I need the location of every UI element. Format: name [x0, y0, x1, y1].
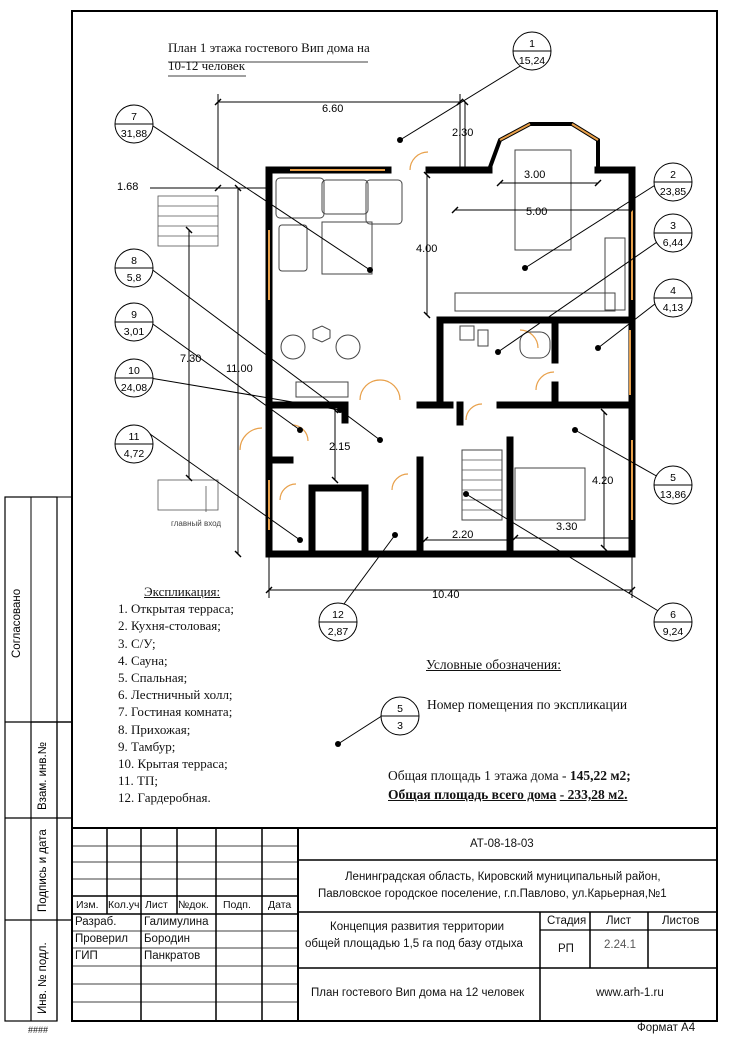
sheet-frame: [5, 11, 717, 1021]
total-area-label: Общая площадь всего дома: [388, 787, 557, 802]
room-5-area: 13,86: [659, 489, 687, 501]
stamp-name-gip: Панкратов: [144, 950, 201, 962]
explication-item: 1. Открытая терраса;: [118, 601, 234, 617]
room-4-area: 4,13: [662, 302, 684, 314]
stamp-header-ndok: №док.: [178, 899, 209, 911]
legend-tag-top: 5: [397, 703, 403, 715]
floor1-area: [388, 768, 631, 784]
dim-4-20: 4.20: [592, 475, 614, 487]
explication-item: 6. Лестничный холл;: [118, 687, 233, 703]
room-3-area: 6,44: [662, 237, 684, 249]
dim-3-00: 3.00: [524, 169, 546, 181]
stair-lines: [462, 460, 502, 510]
stamp-role-checker: Проверил: [75, 933, 128, 945]
legend-tag-bottom: 3: [397, 720, 403, 732]
stamp-header-podp: Подп.: [223, 899, 251, 911]
explication-item: 12. Гардеробная.: [118, 790, 211, 806]
room-8-area: 5,8: [126, 272, 142, 284]
side-agreed-label: Согласовано: [11, 588, 23, 658]
stamp-website: www.arh-1.ru: [596, 987, 664, 999]
dim-2-30: 2.30: [452, 127, 474, 139]
stamp-project-line2: общей площадью 1,5 га под базу отдыха: [305, 938, 523, 950]
dim-2-20: 2.20: [452, 529, 474, 541]
stamp-header-izm: Изм.: [76, 899, 99, 911]
dim-3-30: 3.30: [556, 521, 578, 533]
room-1-area: 15,24: [518, 55, 546, 67]
explication-heading: Экспликация:: [144, 584, 221, 599]
dim-7-30: 7.30: [180, 353, 202, 365]
stamp-sheet-header: Лист: [606, 915, 631, 927]
floor1-area-value: 145,22 м2;: [569, 768, 631, 783]
stamp-code: АТ-08-18-03: [470, 838, 534, 850]
walls: [269, 124, 632, 554]
legend-heading: Условные обозначения:: [426, 657, 562, 672]
furniture: [276, 150, 625, 520]
dim-4-00: 4.00: [416, 243, 438, 255]
stamp-header-data: Дата: [268, 899, 292, 911]
dim-1-68: 1.68: [117, 181, 139, 193]
room-11-area: 4,72: [123, 448, 145, 460]
stamp-address-line2: Павловское городское поселение, г.п.Павлово, ул.Карьерная,№1: [318, 888, 667, 900]
room-4-number: 4: [670, 285, 676, 297]
room-9-area: 3,01: [123, 326, 145, 338]
room-10-area: 24,08: [120, 382, 148, 394]
stamp-role-gip: ГИП: [75, 950, 98, 962]
dim-2-15: 2.15: [329, 441, 351, 453]
stamp-sheets-header: Листов: [662, 915, 700, 927]
side-inv-vz-label: Взам. инв.№: [37, 741, 49, 810]
stamp-address-line1: Ленинградская область, Кировский муниципальный район,: [345, 871, 661, 883]
explication-item: 7. Гостиная комната;: [118, 704, 233, 720]
explication-item: 10. Крытая терраса;: [118, 756, 228, 772]
stamp-name-developer: Галимулина: [144, 916, 209, 928]
footer-hash: ####: [28, 1025, 49, 1035]
dim-11-00: 11.00: [226, 363, 253, 375]
total-area-value: - 233,28 м2.: [559, 787, 628, 802]
room-7-number: 7: [131, 111, 137, 123]
dim-6-60: 6.60: [322, 103, 344, 115]
dim-10-40: 10.40: [432, 589, 460, 601]
total-area: [388, 787, 627, 803]
explication-item: 9. Тамбур;: [118, 738, 176, 754]
stamp-sheet-value: 2.24.1: [604, 939, 636, 951]
room-12-number: 12: [332, 609, 344, 621]
room-2-area: 23,85: [659, 186, 687, 198]
footer-format: Формат А4: [637, 1022, 696, 1034]
room-10-number: 10: [128, 365, 140, 377]
stamp-stage-header: Стадия: [547, 915, 587, 927]
stamp-header-list: Лист: [145, 899, 168, 911]
room-2-number: 2: [670, 169, 676, 181]
room-6-area: 9,24: [662, 626, 684, 638]
explication-item: 11. ТП;: [118, 773, 158, 789]
room-12-area: 2,87: [327, 626, 349, 638]
stamp-name-checker: Бородин: [144, 933, 190, 945]
room-3-number: 3: [670, 220, 676, 232]
room-8-number: 8: [131, 255, 137, 267]
main-entrance-label: главный вход: [171, 519, 222, 528]
room-5-number: 5: [670, 472, 676, 484]
stamp-drawing-name: План гостевого Вип дома на 12 человек: [311, 987, 525, 999]
explication-item: 3. С/У;: [118, 635, 156, 651]
dim-5-00: 5.00: [526, 206, 548, 218]
stamp-header-koluch: Кол.уч.: [108, 899, 143, 911]
side-sign-date-label: Подпись и дата: [37, 829, 49, 912]
explication-item: 2. Кухня-столовая;: [118, 618, 221, 634]
floor1-area-label: Общая площадь 1 этажа дома -: [388, 768, 567, 783]
side-inv-podl-label: Инв. № подл.: [37, 942, 49, 1014]
room-7-area: 31,88: [120, 128, 148, 140]
stamp-project-line1: Концепция развития территории: [330, 921, 505, 933]
drawing-title-line1: План 1 этажа гостевого Вип дома на: [168, 40, 370, 55]
drawing-title-line2: 10-12 человек: [168, 58, 246, 73]
explication-item: 8. Прихожая;: [118, 721, 191, 737]
room-1-number: 1: [529, 38, 535, 50]
explication-item: 5. Спальная;: [118, 670, 188, 686]
room-6-number: 6: [670, 609, 676, 621]
legend-text: Номер помещения по экспликации: [427, 697, 628, 712]
explication-list: [118, 583, 234, 807]
explication-item: 4. Сауна;: [118, 652, 168, 668]
room-11-number: 11: [128, 431, 140, 443]
room-9-number: 9: [131, 309, 137, 321]
stamp-stage-value: РП: [558, 943, 574, 955]
stamp-role-developer: Разраб.: [75, 916, 117, 928]
